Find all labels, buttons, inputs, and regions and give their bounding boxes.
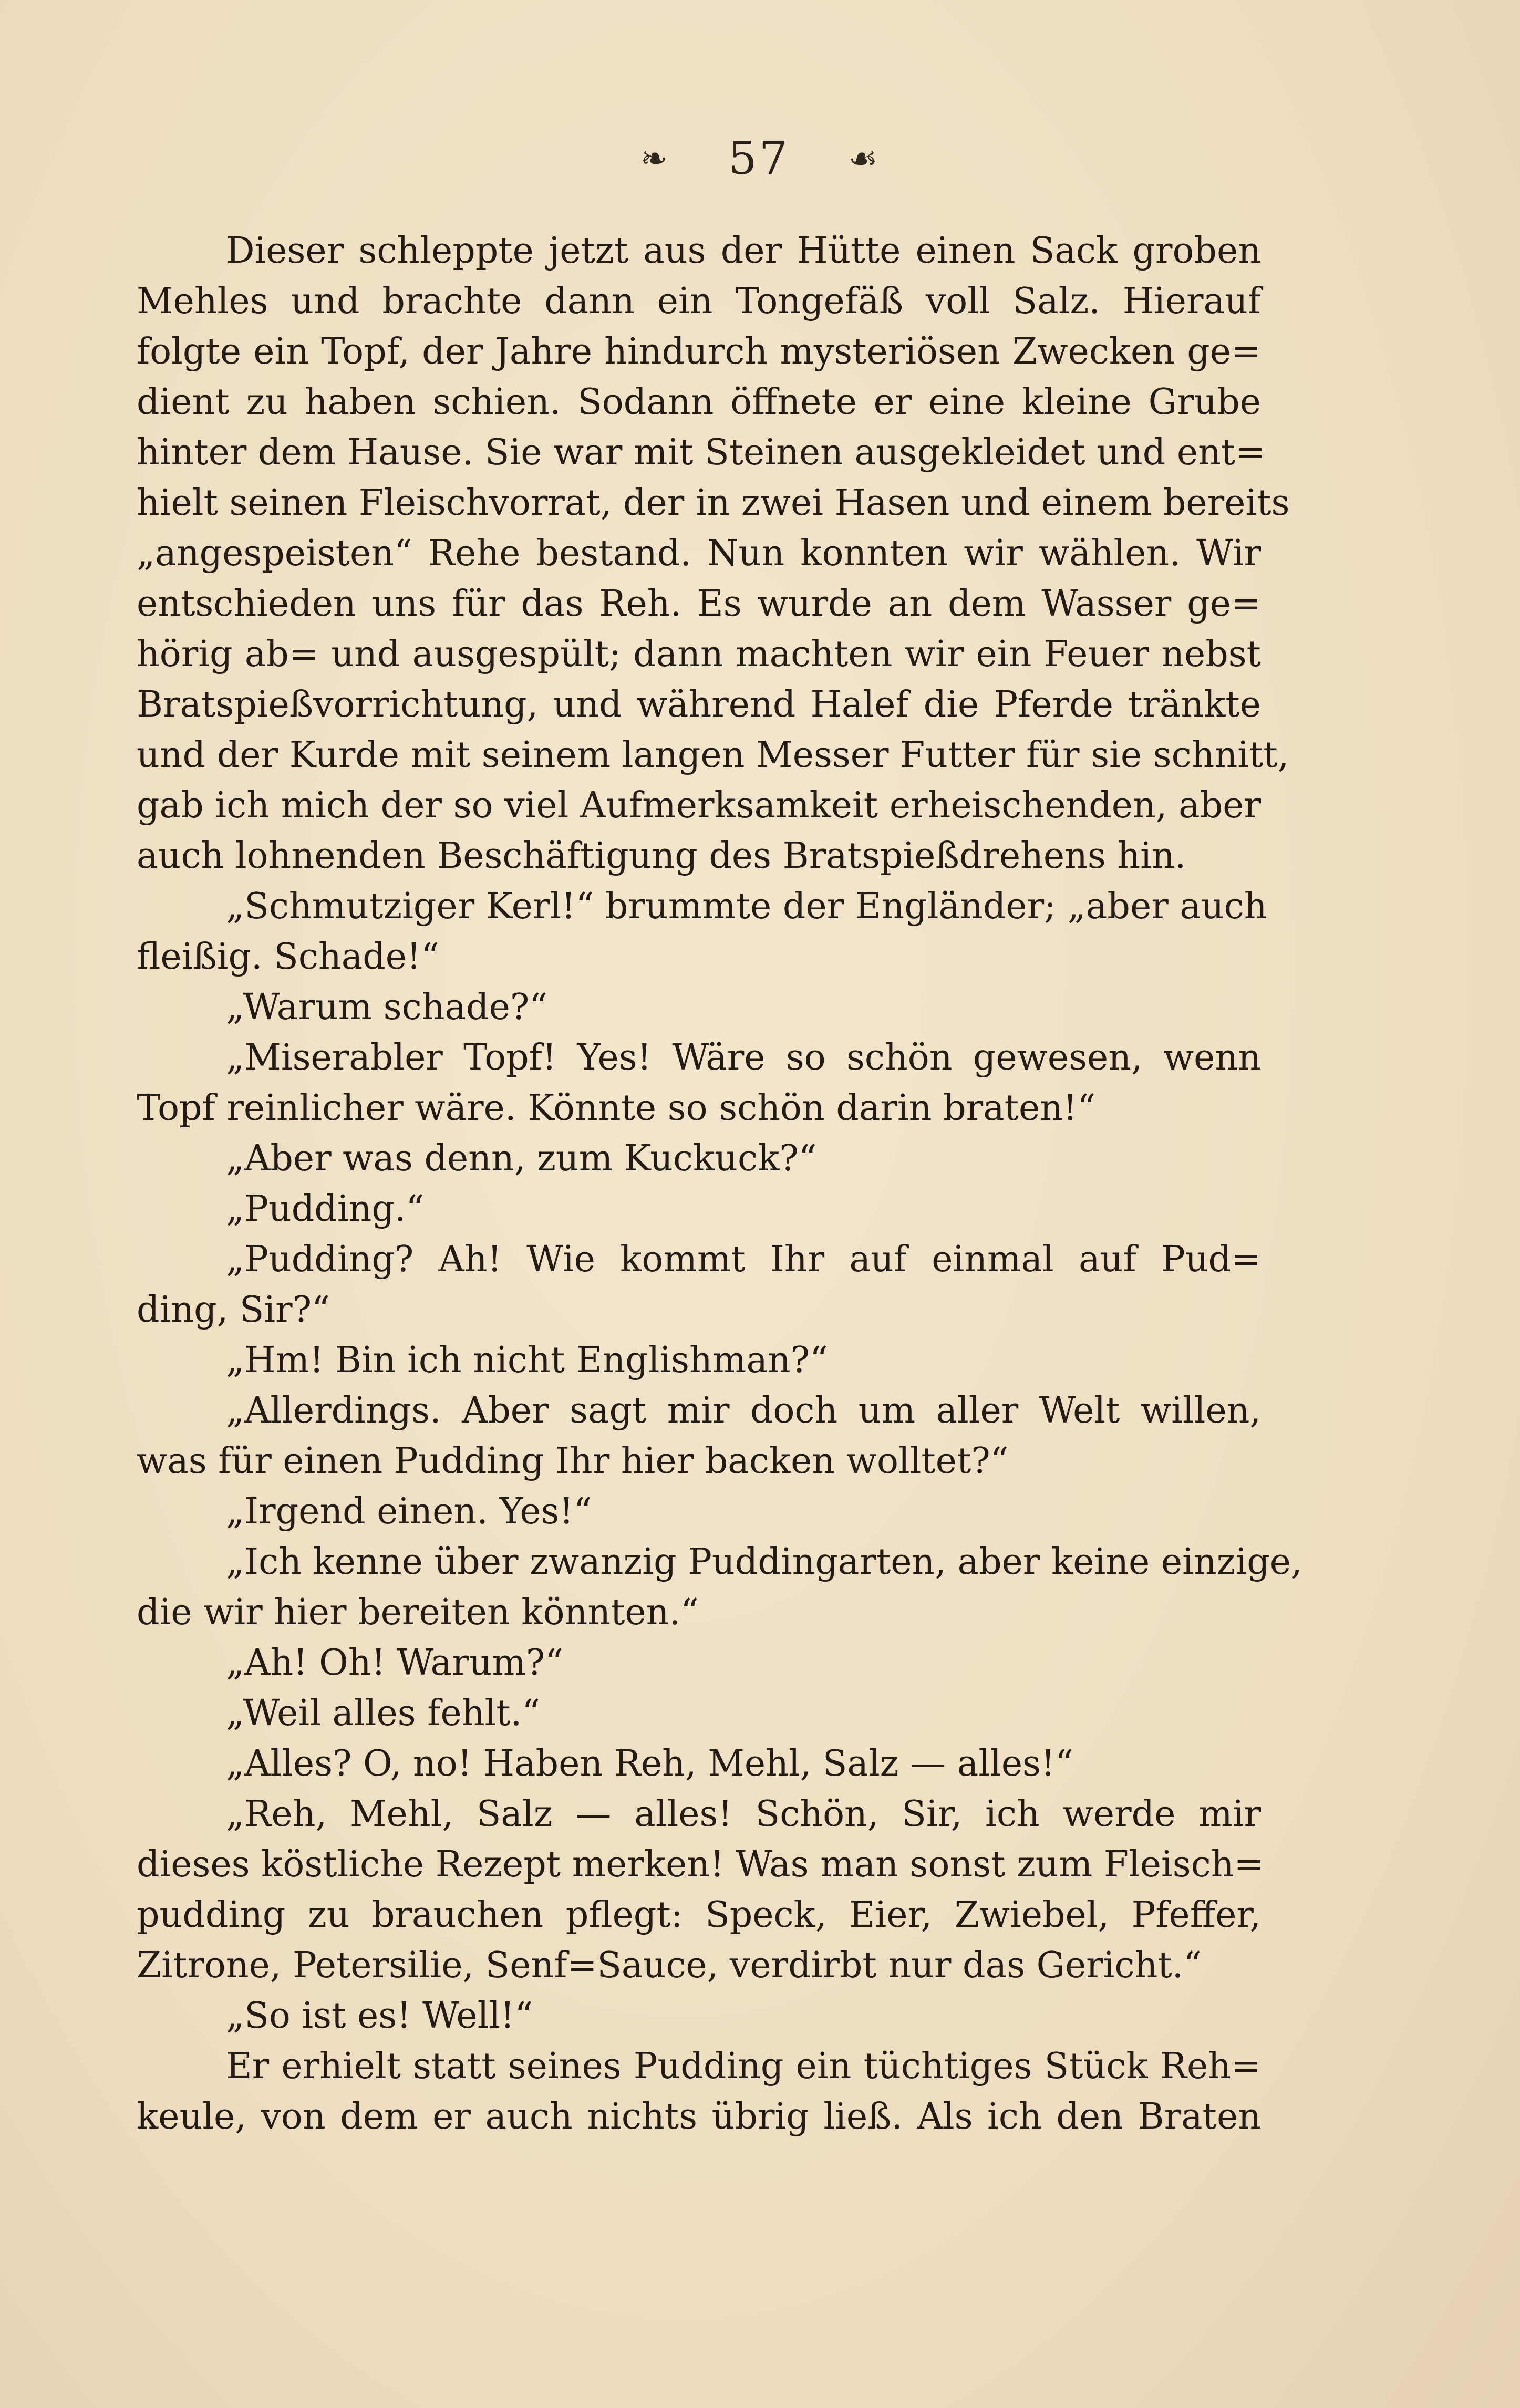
text-line: und der Kurde mit seinem langen Messer Futter für sie schnitt, <box>137 734 1289 776</box>
text-line: „Aber was denn, zum Kuckuck?“ <box>226 1138 817 1179</box>
text-line: pudding zu brauchen pflegt: Speck, Eier, Zwiebel, Pfeffer, <box>137 1894 1261 1936</box>
page-number: 57 <box>728 132 790 185</box>
text-line: „Alles? O, no! Haben Reh, Mehl, Salz — alles!“ <box>226 1743 1074 1784</box>
text-line: hörig ab= und ausgespült; dann machten wir ein Feuer nebst <box>137 634 1261 675</box>
text-line: Bratspießvorrichtung, und während Halef die Pferde tränkte <box>137 684 1261 725</box>
text-line: „Irgend einen. Yes!“ <box>226 1491 592 1532</box>
text-line: dieses köstliche Rezept merken! Was man sonst zum Fleisch= <box>137 1844 1264 1885</box>
left-ornament-icon: ❧ <box>640 139 670 178</box>
text-line: Zitrone, Petersilie, Senf=Sauce, verdirbt nur das Gericht.“ <box>137 1945 1202 1986</box>
text-line: auch lohnenden Beschäftigung des Bratspießdrehens hin. <box>137 835 1186 877</box>
text-line: entschieden uns für das Reh. Es wurde an dem Wasser ge= <box>137 583 1261 625</box>
text-line: die wir hier bereiten könnten.“ <box>137 1592 699 1633</box>
text-line: fleißig. Schade!“ <box>137 936 440 978</box>
text-line: „Pudding.“ <box>226 1188 425 1230</box>
text-line: hielt seinen Fleischvorrat, der in zwei Hasen und einem bereits <box>137 482 1290 524</box>
text-line: „Hm! Bin ich nicht Englishman?“ <box>226 1340 828 1381</box>
text-line: hinter dem Hause. Sie war mit Steinen ausgekleidet und ent= <box>137 432 1266 473</box>
text-line: „Ich kenne über zwanzig Puddingarten, aber keine einzige, <box>226 1541 1302 1583</box>
right-ornament-icon: ☙ <box>848 139 880 178</box>
text-line: „Ah! Oh! Warum?“ <box>226 1642 564 1684</box>
text-line: ding, Sir?“ <box>137 1289 330 1331</box>
text-line: Topf reinlicher wäre. Könnte so schön darin braten!“ <box>137 1087 1096 1129</box>
text-line: keule, von dem er auch nichts übrig ließ. Als ich den Braten <box>137 2096 1261 2137</box>
text-line: Er erhielt statt seines Pudding ein tüchtiges Stück Reh= <box>226 2046 1261 2087</box>
page-body-text <box>137 226 1302 2142</box>
text-line: gab ich mich der so viel Aufmerksamkeit erheischenden, aber <box>137 785 1261 826</box>
text-line: „Miserabler Topf! Yes! Wäre so schön gewesen, wenn <box>226 1037 1261 1078</box>
text-line: was für einen Pudding Ihr hier backen wolltet?“ <box>137 1440 1009 1482</box>
text-line: „Reh, Mehl, Salz — alles! Schön, Sir, ich werde mir <box>226 1793 1261 1835</box>
text-line: „So ist es! Well!“ <box>226 1995 533 2037</box>
text-line: „angespeisten“ Rehe bestand. Nun konnten wir wählen. Wir <box>137 533 1261 574</box>
text-line: dient zu haben schien. Sodann öffnete er eine kleine Grube <box>137 381 1261 423</box>
text-line: „Schmutziger Kerl!“ brummte der Engländer; „aber auch <box>226 886 1267 927</box>
text-line: „Weil alles fehlt.“ <box>226 1693 540 1734</box>
text-line: „Allerdings. Aber sagt mir doch um aller Welt willen, <box>226 1390 1261 1431</box>
text-line: folgte ein Topf, der Jahre hindurch mysteriösen Zwecken ge= <box>137 331 1261 372</box>
text-line: Mehles und brachte dann ein Tongefäß voll Salz. Hierauf <box>137 281 1261 322</box>
text-line: „Warum schade?“ <box>226 987 548 1028</box>
text-line: „Pudding? Ah! Wie kommt Ihr auf einmal auf Pud= <box>226 1239 1261 1280</box>
page-header <box>0 129 1520 185</box>
text-line: Dieser schleppte jetzt aus der Hütte einen Sack groben <box>226 230 1261 272</box>
